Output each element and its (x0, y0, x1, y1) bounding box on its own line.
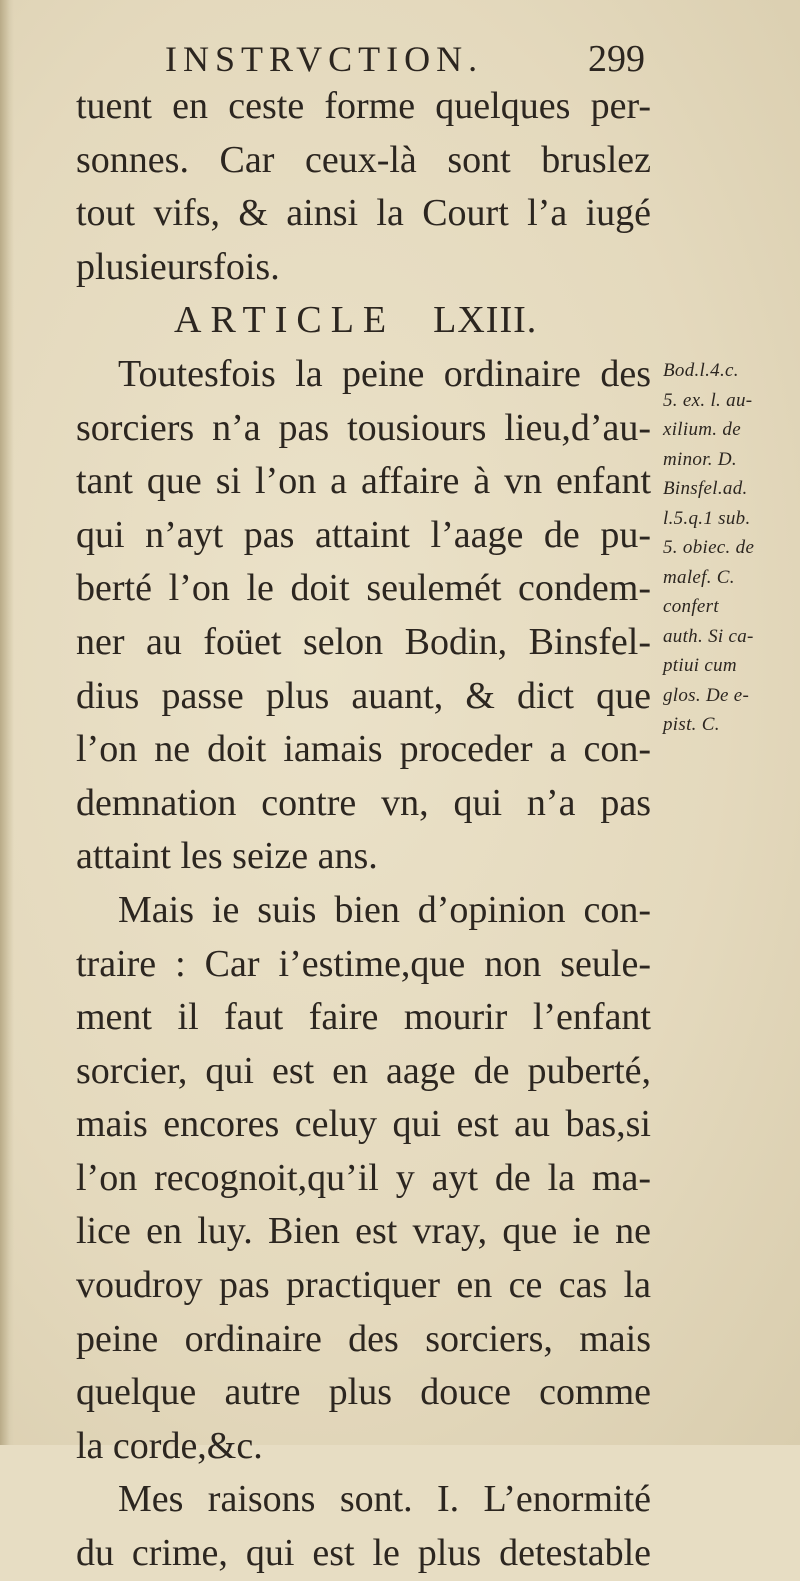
article-heading-word: ARTICLE (174, 299, 396, 342)
text-line: qui n’ayt pas attaint l’aage de pu- (76, 513, 651, 556)
text-line: Toutesfois la peine ordinaire des (118, 352, 651, 395)
margin-note-line: confert (663, 596, 719, 617)
article-heading-numeral: LXIII. (433, 299, 538, 342)
text-line: berté l’on le doit seulemét condem- (76, 567, 651, 610)
margin-note-line: auth. Si ca- (663, 625, 754, 647)
margin-note-line: ptiui cum (663, 655, 737, 676)
main-text (76, 80, 651, 1581)
text-line: ner au foüet selon Bodin, Binsfel- (76, 620, 651, 663)
text-line: mais encores celuy qui est au bas,si (76, 1103, 651, 1146)
text-line: demnation contre vn, qui n’a pas (76, 781, 651, 824)
text-line: sonnes. Car ceux-là sont bruslez (76, 138, 651, 181)
text-line: ment il faut faire mourir l’enfant (76, 996, 651, 1039)
margin-note-line: l.5.q.1 sub. (663, 507, 751, 529)
text-line: Mes raisons sont. I. L’enormité (118, 1478, 651, 1521)
margin-note-line: minor. D. (663, 448, 737, 470)
text-line: lice en luy. Bien est vray, que ie ne (76, 1210, 651, 1253)
page-number: 299 (588, 38, 645, 80)
margin-note-line: Bod.l.4.c. (663, 360, 739, 381)
text-line: Mais ie suis bien d’opinion con- (118, 888, 651, 931)
text-line: voudroy pas practiquer en ce cas la (76, 1264, 651, 1307)
text-line: peine ordinaire des sorciers, mais (76, 1317, 651, 1360)
text-line: traire : Car i’estime,que non seule- (76, 942, 651, 985)
text-line: tout vifs, & ainsi la Court l’a iugé (76, 192, 651, 235)
running-title: INSTRVCTION. (165, 39, 484, 79)
running-head (165, 34, 645, 84)
marginal-notes (663, 356, 797, 740)
margin-note-line: 5. obiec. de (663, 537, 755, 558)
text-line: dius passe plus auant, & dict que (76, 674, 651, 717)
text-line: l’on ne doit iamais proceder a con- (76, 728, 651, 771)
text-line: plusieursfois. (76, 245, 280, 288)
text-line: l’on recognoit,qu’il y ayt de la ma- (76, 1156, 651, 1199)
page-edge-shadow (0, 0, 14, 1445)
text-line: la corde,&c. (76, 1424, 263, 1467)
text-line: sorciers n’a pas tousiours lieu,d’au- (76, 406, 651, 449)
margin-note-line: Binsfel.ad. (663, 478, 748, 499)
article-heading (76, 294, 651, 348)
margin-note-line: glos. De e- (663, 684, 750, 706)
margin-note-line: pist. C. (663, 714, 720, 735)
text-line: du crime, qui est le plus detestable (76, 1532, 651, 1575)
margin-note-line: 5. ex. l. au- (663, 389, 753, 411)
text-line: tuent en ceste forme quelques per- (76, 85, 651, 127)
text-line: sorcier, qui est en aage de puberté, (76, 1049, 651, 1092)
text-line: attaint les seize ans. (76, 835, 378, 878)
margin-note-line: malef. C. (663, 566, 735, 588)
margin-note-line: xilium. de (663, 419, 741, 440)
text-line: tant que si l’on a affaire à vn enfant (76, 460, 651, 503)
text-line: quelque autre plus douce comme (76, 1371, 651, 1414)
